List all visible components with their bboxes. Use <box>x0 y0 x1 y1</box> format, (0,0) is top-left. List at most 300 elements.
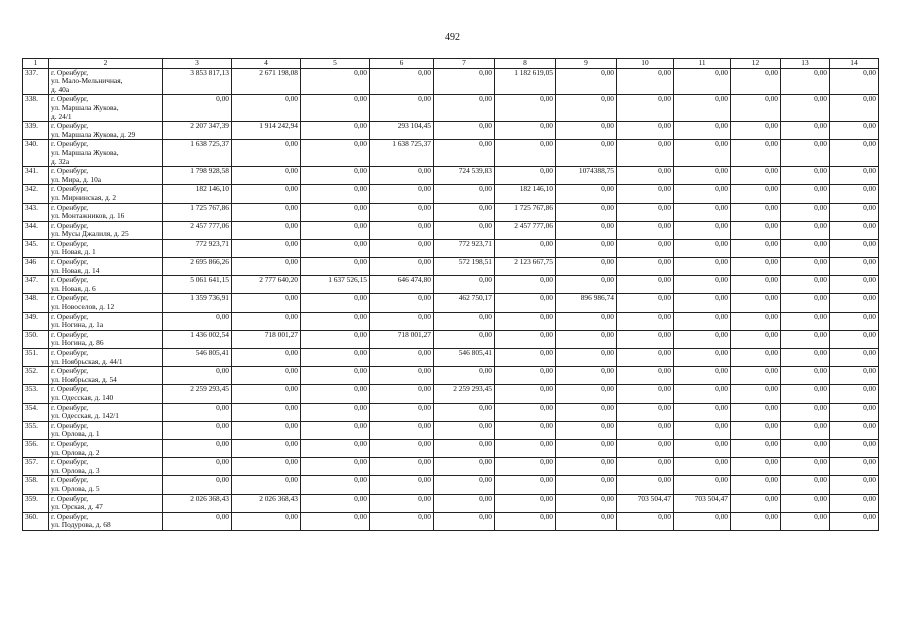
address-cell <box>49 68 163 95</box>
row-number: 338. <box>23 95 49 122</box>
table-row <box>23 122 879 140</box>
value-cell-col-10: 0,00 <box>617 167 674 185</box>
address-cell <box>49 367 163 385</box>
value-cell-col-9: 0,00 <box>556 276 617 294</box>
value-cell-col-11: 0,00 <box>674 312 731 330</box>
table-row <box>23 68 879 95</box>
value-cell-col-10: 0,00 <box>617 140 674 167</box>
address-cell <box>49 349 163 367</box>
value-cell-col-4: 0,00 <box>232 367 301 385</box>
value-cell-col-4: 0,00 <box>232 221 301 239</box>
value-cell-col-9: 896 986,74 <box>556 294 617 312</box>
value-cell-col-6: 0,00 <box>370 68 434 95</box>
column-header-7: 7 <box>434 59 495 69</box>
column-header-9: 9 <box>556 59 617 69</box>
value-cell-col-10: 0,00 <box>617 68 674 95</box>
value-cell-col-6: 0,00 <box>370 221 434 239</box>
row-number: 355. <box>23 421 49 439</box>
value-cell-col-14: 0,00 <box>830 367 879 385</box>
value-cell-col-8: 0,00 <box>495 512 556 530</box>
row-number: 358. <box>23 476 49 494</box>
value-cell-col-5: 0,00 <box>301 349 370 367</box>
address-line: г. Оренбург, <box>51 275 89 285</box>
value-cell-col-11: 0,00 <box>674 239 731 257</box>
value-cell-col-8: 0,00 <box>495 330 556 348</box>
value-cell-col-4: 2 026 368,43 <box>232 494 301 512</box>
address-cell <box>49 439 163 457</box>
value-cell-col-8: 0,00 <box>495 122 556 140</box>
table-row <box>23 512 879 530</box>
value-cell-col-11: 703 504,47 <box>674 494 731 512</box>
value-cell-col-14: 0,00 <box>830 494 879 512</box>
value-cell-col-5: 0,00 <box>301 403 370 421</box>
value-cell-col-13: 0,00 <box>781 439 830 457</box>
value-cell-col-11: 0,00 <box>674 403 731 421</box>
value-cell-col-11: 0,00 <box>674 439 731 457</box>
value-cell-col-7: 0,00 <box>434 68 495 95</box>
value-cell-col-6: 0,00 <box>370 203 434 221</box>
value-cell-col-6: 0,00 <box>370 385 434 403</box>
value-cell-col-5: 0,00 <box>301 68 370 95</box>
table-row <box>23 221 879 239</box>
value-cell-col-13: 0,00 <box>781 494 830 512</box>
value-cell-col-10: 0,00 <box>617 203 674 221</box>
value-cell-col-5: 0,00 <box>301 421 370 439</box>
table-row <box>23 167 879 185</box>
value-cell-col-8: 1 182 619,05 <box>495 68 556 95</box>
address-cell <box>49 330 163 348</box>
address-line: ул. Маршала Жукова, <box>51 102 119 112</box>
value-cell-col-13: 0,00 <box>781 203 830 221</box>
value-cell-col-13: 0,00 <box>781 385 830 403</box>
value-cell-col-6: 0,00 <box>370 95 434 122</box>
column-header-1: 1 <box>23 59 49 69</box>
value-cell-col-5: 0,00 <box>301 258 370 276</box>
value-cell-col-11: 0,00 <box>674 476 731 494</box>
row-number: 360. <box>23 512 49 530</box>
column-header-6: 6 <box>370 59 434 69</box>
value-cell-col-10: 0,00 <box>617 239 674 257</box>
value-cell-col-6: 293 104,45 <box>370 122 434 140</box>
value-cell-col-9: 0,00 <box>556 258 617 276</box>
value-cell-col-4: 0,00 <box>232 512 301 530</box>
address-line: ул. Новая, д. 6 <box>51 283 96 293</box>
value-cell-col-5: 0,00 <box>301 239 370 257</box>
value-cell-col-12: 0,00 <box>731 221 781 239</box>
address-line: ул. Орлова, д. 3 <box>51 465 100 475</box>
value-cell-col-8: 0,00 <box>495 239 556 257</box>
value-cell-col-13: 0,00 <box>781 68 830 95</box>
value-cell-col-14: 0,00 <box>830 403 879 421</box>
value-cell-col-4: 0,00 <box>232 239 301 257</box>
value-cell-col-7: 572 198,51 <box>434 258 495 276</box>
value-cell-col-8: 0,00 <box>495 349 556 367</box>
value-cell-col-7: 0,00 <box>434 140 495 167</box>
value-cell-col-14: 0,00 <box>830 122 879 140</box>
value-cell-col-14: 0,00 <box>830 68 879 95</box>
value-cell-col-6: 0,00 <box>370 258 434 276</box>
address-cell <box>49 185 163 203</box>
value-cell-col-7: 0,00 <box>434 367 495 385</box>
column-header-13: 13 <box>781 59 830 69</box>
address-cell <box>49 458 163 476</box>
value-cell-col-10: 0,00 <box>617 512 674 530</box>
table-row <box>23 403 879 421</box>
address-cell <box>49 476 163 494</box>
value-cell-col-5: 0,00 <box>301 140 370 167</box>
row-number: 359. <box>23 494 49 512</box>
value-cell-col-14: 0,00 <box>830 421 879 439</box>
value-cell-col-9: 1074388,75 <box>556 167 617 185</box>
row-number: 342. <box>23 185 49 203</box>
value-cell-col-5: 0,00 <box>301 95 370 122</box>
column-header-14: 14 <box>830 59 879 69</box>
value-cell-col-3: 3 853 817,13 <box>163 68 232 95</box>
value-cell-col-12: 0,00 <box>731 122 781 140</box>
value-cell-col-5: 1 637 526,15 <box>301 276 370 294</box>
address-line: ул. Монтажников, д. 16 <box>51 211 125 221</box>
address-line: г. Оренбург, <box>51 475 89 485</box>
row-number: 346 <box>23 258 49 276</box>
value-cell-col-8: 0,00 <box>495 167 556 185</box>
value-cell-col-3: 0,00 <box>163 367 232 385</box>
address-line: г. Оренбург, <box>51 139 89 149</box>
value-cell-col-6: 0,00 <box>370 403 434 421</box>
value-cell-col-8: 0,00 <box>495 385 556 403</box>
value-cell-col-10: 0,00 <box>617 403 674 421</box>
value-cell-col-3: 0,00 <box>163 458 232 476</box>
value-cell-col-12: 0,00 <box>731 239 781 257</box>
address-line: ул. Новоселов, д. 12 <box>51 302 115 312</box>
address-cell <box>49 95 163 122</box>
value-cell-col-6: 0,00 <box>370 439 434 457</box>
value-cell-col-3: 1 436 002,54 <box>163 330 232 348</box>
value-cell-col-9: 0,00 <box>556 140 617 167</box>
value-cell-col-9: 0,00 <box>556 439 617 457</box>
value-cell-col-12: 0,00 <box>731 385 781 403</box>
value-cell-col-14: 0,00 <box>830 330 879 348</box>
value-cell-col-12: 0,00 <box>731 494 781 512</box>
value-cell-col-8: 2 457 777,06 <box>495 221 556 239</box>
value-cell-col-3: 1 359 736,91 <box>163 294 232 312</box>
value-cell-col-5: 0,00 <box>301 385 370 403</box>
value-cell-col-12: 0,00 <box>731 476 781 494</box>
table-row <box>23 312 879 330</box>
value-cell-col-9: 0,00 <box>556 494 617 512</box>
value-cell-col-4: 0,00 <box>232 403 301 421</box>
row-number: 343. <box>23 203 49 221</box>
column-header-3: 3 <box>163 59 232 69</box>
value-cell-col-4: 0,00 <box>232 476 301 494</box>
row-number: 352. <box>23 367 49 385</box>
value-cell-col-3: 1 725 767,86 <box>163 203 232 221</box>
table-row <box>23 203 879 221</box>
address-line: г. Оренбург, <box>51 184 89 194</box>
value-cell-col-11: 0,00 <box>674 68 731 95</box>
row-number: 351. <box>23 349 49 367</box>
value-cell-col-10: 0,00 <box>617 367 674 385</box>
address-cell <box>49 403 163 421</box>
address-line: г. Оренбург, <box>51 312 89 321</box>
row-number: 356. <box>23 439 49 457</box>
value-cell-col-13: 0,00 <box>781 312 830 330</box>
value-cell-col-14: 0,00 <box>830 95 879 122</box>
value-cell-col-3: 0,00 <box>163 476 232 494</box>
value-cell-col-13: 0,00 <box>781 421 830 439</box>
value-cell-col-9: 0,00 <box>556 239 617 257</box>
value-cell-col-4: 2 777 640,20 <box>232 276 301 294</box>
value-cell-col-3: 5 061 641,15 <box>163 276 232 294</box>
value-cell-col-4: 0,00 <box>232 294 301 312</box>
value-cell-col-14: 0,00 <box>830 312 879 330</box>
value-cell-col-14: 0,00 <box>830 476 879 494</box>
value-cell-col-13: 0,00 <box>781 140 830 167</box>
value-cell-col-10: 0,00 <box>617 294 674 312</box>
value-cell-col-4: 0,00 <box>232 349 301 367</box>
value-cell-col-12: 0,00 <box>731 294 781 312</box>
address-line: ул. Мусы Джалиля, д. 25 <box>51 229 129 239</box>
value-cell-col-10: 703 504,47 <box>617 494 674 512</box>
address-line: г. Оренбург, <box>51 68 89 77</box>
value-cell-col-8: 182 146,10 <box>495 185 556 203</box>
table-row <box>23 140 879 167</box>
address-cell <box>49 312 163 330</box>
address-line: г. Оренбург, <box>51 384 89 394</box>
value-cell-col-4: 0,00 <box>232 140 301 167</box>
value-cell-col-6: 0,00 <box>370 294 434 312</box>
value-cell-col-9: 0,00 <box>556 458 617 476</box>
value-cell-col-5: 0,00 <box>301 512 370 530</box>
column-header-10: 10 <box>617 59 674 69</box>
row-number: 357. <box>23 458 49 476</box>
value-cell-col-10: 0,00 <box>617 349 674 367</box>
column-header-12: 12 <box>731 59 781 69</box>
value-cell-col-7: 462 750,17 <box>434 294 495 312</box>
value-cell-col-10: 0,00 <box>617 476 674 494</box>
value-cell-col-5: 0,00 <box>301 185 370 203</box>
value-cell-col-13: 0,00 <box>781 476 830 494</box>
value-cell-col-13: 0,00 <box>781 512 830 530</box>
address-line: г. Оренбург, <box>51 366 89 376</box>
table-row <box>23 385 879 403</box>
value-cell-col-14: 0,00 <box>830 167 879 185</box>
column-header-5: 5 <box>301 59 370 69</box>
value-cell-col-4: 0,00 <box>232 421 301 439</box>
address-line: ул. Орлова, д. 2 <box>51 447 100 457</box>
value-cell-col-9: 0,00 <box>556 385 617 403</box>
value-cell-col-13: 0,00 <box>781 185 830 203</box>
value-cell-col-5: 0,00 <box>301 122 370 140</box>
value-cell-col-6: 0,00 <box>370 349 434 367</box>
value-cell-col-5: 0,00 <box>301 294 370 312</box>
value-cell-col-12: 0,00 <box>731 68 781 95</box>
value-cell-col-4: 0,00 <box>232 385 301 403</box>
value-cell-col-12: 0,00 <box>731 403 781 421</box>
value-cell-col-14: 0,00 <box>830 349 879 367</box>
value-cell-col-12: 0,00 <box>731 203 781 221</box>
value-cell-col-11: 0,00 <box>674 385 731 403</box>
table-row <box>23 349 879 367</box>
value-cell-col-4: 0,00 <box>232 95 301 122</box>
value-cell-col-7: 0,00 <box>434 403 495 421</box>
address-line: г. Оренбург, <box>51 293 89 303</box>
value-cell-col-12: 0,00 <box>731 140 781 167</box>
value-cell-col-8: 2 123 667,75 <box>495 258 556 276</box>
value-cell-col-3: 772 923,71 <box>163 239 232 257</box>
table-row <box>23 439 879 457</box>
value-cell-col-7: 0,00 <box>434 221 495 239</box>
value-cell-col-13: 0,00 <box>781 349 830 367</box>
value-cell-col-14: 0,00 <box>830 239 879 257</box>
value-cell-col-6: 1 638 725,37 <box>370 140 434 167</box>
value-cell-col-6: 0,00 <box>370 312 434 330</box>
header-row <box>23 59 879 69</box>
value-cell-col-8: 0,00 <box>495 294 556 312</box>
value-cell-col-8: 0,00 <box>495 439 556 457</box>
value-cell-col-7: 0,00 <box>434 458 495 476</box>
value-cell-col-7: 772 923,71 <box>434 239 495 257</box>
value-cell-col-10: 0,00 <box>617 421 674 439</box>
address-line: ул. Мира, д. 10а <box>51 174 102 184</box>
address-line: г. Оренбург, <box>51 221 89 230</box>
value-cell-col-8: 0,00 <box>495 476 556 494</box>
value-cell-col-8: 0,00 <box>495 312 556 330</box>
page-number: 492 <box>445 32 460 43</box>
row-number: 354. <box>23 403 49 421</box>
address-line: ул. Ногина, д. 1а <box>51 320 104 330</box>
address-line: д. 40а <box>51 84 70 94</box>
value-cell-col-10: 0,00 <box>617 276 674 294</box>
address-line: г. Оренбург, <box>51 439 89 448</box>
address-line: г. Оренбург, <box>51 403 89 412</box>
value-cell-col-11: 0,00 <box>674 203 731 221</box>
value-cell-col-10: 0,00 <box>617 258 674 276</box>
value-cell-col-9: 0,00 <box>556 122 617 140</box>
address-line: г. Оренбург, <box>51 166 89 176</box>
value-cell-col-7: 0,00 <box>434 122 495 140</box>
address-line: г. Оренбург, <box>51 457 89 467</box>
value-cell-col-8: 0,00 <box>495 403 556 421</box>
address-line: ул. Маршала Жукова, д. 29 <box>51 129 136 139</box>
value-cell-col-3: 546 805,41 <box>163 349 232 367</box>
address-line: ул. Ноябрьская, д. 44/1 <box>51 356 123 366</box>
value-cell-col-10: 0,00 <box>617 439 674 457</box>
value-cell-col-5: 0,00 <box>301 167 370 185</box>
value-cell-col-4: 0,00 <box>232 258 301 276</box>
table-row <box>23 239 879 257</box>
value-cell-col-14: 0,00 <box>830 221 879 239</box>
table-header <box>23 59 879 69</box>
address-line: ул. Мирнинская, д. 2 <box>51 192 117 202</box>
value-cell-col-10: 0,00 <box>617 122 674 140</box>
address-line: г. Оренбург, <box>51 494 89 503</box>
value-cell-col-14: 0,00 <box>830 439 879 457</box>
value-cell-col-11: 0,00 <box>674 258 731 276</box>
value-cell-col-10: 0,00 <box>617 385 674 403</box>
column-header-8: 8 <box>495 59 556 69</box>
value-cell-col-12: 0,00 <box>731 512 781 530</box>
value-cell-col-3: 0,00 <box>163 512 232 530</box>
row-number: 349. <box>23 312 49 330</box>
table-row <box>23 185 879 203</box>
value-cell-col-9: 0,00 <box>556 476 617 494</box>
address-line: ул. Ногина, д. 86 <box>51 338 104 348</box>
value-cell-col-13: 0,00 <box>781 221 830 239</box>
address-line: г. Оренбург, <box>51 421 89 430</box>
column-header-4: 4 <box>232 59 301 69</box>
value-cell-col-13: 0,00 <box>781 367 830 385</box>
value-cell-col-9: 0,00 <box>556 421 617 439</box>
value-cell-col-11: 0,00 <box>674 458 731 476</box>
table-body <box>23 68 879 530</box>
row-number: 353. <box>23 385 49 403</box>
table-row <box>23 458 879 476</box>
value-cell-col-11: 0,00 <box>674 330 731 348</box>
row-number: 350. <box>23 330 49 348</box>
value-cell-col-3: 2 259 293,45 <box>163 385 232 403</box>
value-cell-col-10: 0,00 <box>617 458 674 476</box>
address-line: д. 32а <box>51 156 70 166</box>
value-cell-col-14: 0,00 <box>830 258 879 276</box>
value-cell-col-12: 0,00 <box>731 276 781 294</box>
value-cell-col-6: 0,00 <box>370 239 434 257</box>
value-cell-col-11: 0,00 <box>674 349 731 367</box>
value-cell-col-6: 0,00 <box>370 167 434 185</box>
value-cell-col-3: 1 798 928,58 <box>163 167 232 185</box>
value-cell-col-7: 0,00 <box>434 276 495 294</box>
value-cell-col-8: 0,00 <box>495 140 556 167</box>
value-cell-col-9: 0,00 <box>556 312 617 330</box>
row-number: 347. <box>23 276 49 294</box>
value-cell-col-7: 0,00 <box>434 439 495 457</box>
address-cell <box>49 203 163 221</box>
value-cell-col-12: 0,00 <box>731 185 781 203</box>
value-cell-col-9: 0,00 <box>556 95 617 122</box>
value-cell-col-12: 0,00 <box>731 312 781 330</box>
value-cell-col-11: 0,00 <box>674 421 731 439</box>
address-line: ул. Орская, д. 47 <box>51 502 103 512</box>
value-cell-col-3: 0,00 <box>163 421 232 439</box>
value-cell-col-14: 0,00 <box>830 185 879 203</box>
address-line: г. Оренбург, <box>51 239 89 248</box>
table-row <box>23 421 879 439</box>
address-line: ул. Одесская, д. 140 <box>51 392 114 402</box>
address-line: г. Оренбург, <box>51 203 89 212</box>
address-cell <box>49 221 163 239</box>
table-row <box>23 258 879 276</box>
value-cell-col-13: 0,00 <box>781 458 830 476</box>
row-number: 344. <box>23 221 49 239</box>
row-number: 340. <box>23 140 49 167</box>
column-header-11: 11 <box>674 59 731 69</box>
value-cell-col-11: 0,00 <box>674 276 731 294</box>
value-cell-col-5: 0,00 <box>301 367 370 385</box>
row-number: 345. <box>23 239 49 257</box>
value-cell-col-3: 0,00 <box>163 439 232 457</box>
value-cell-col-3: 2 026 368,43 <box>163 494 232 512</box>
address-line: г. Оренбург, <box>51 121 89 131</box>
address-line: ул. Маршала Жукова, <box>51 147 119 157</box>
value-cell-col-11: 0,00 <box>674 185 731 203</box>
value-cell-col-9: 0,00 <box>556 349 617 367</box>
value-cell-col-9: 0,00 <box>556 403 617 421</box>
value-cell-col-10: 0,00 <box>617 95 674 122</box>
value-cell-col-8: 1 725 767,86 <box>495 203 556 221</box>
row-number: 341. <box>23 167 49 185</box>
value-cell-col-8: 0,00 <box>495 95 556 122</box>
value-cell-col-11: 0,00 <box>674 95 731 122</box>
value-cell-col-6: 718 001,27 <box>370 330 434 348</box>
